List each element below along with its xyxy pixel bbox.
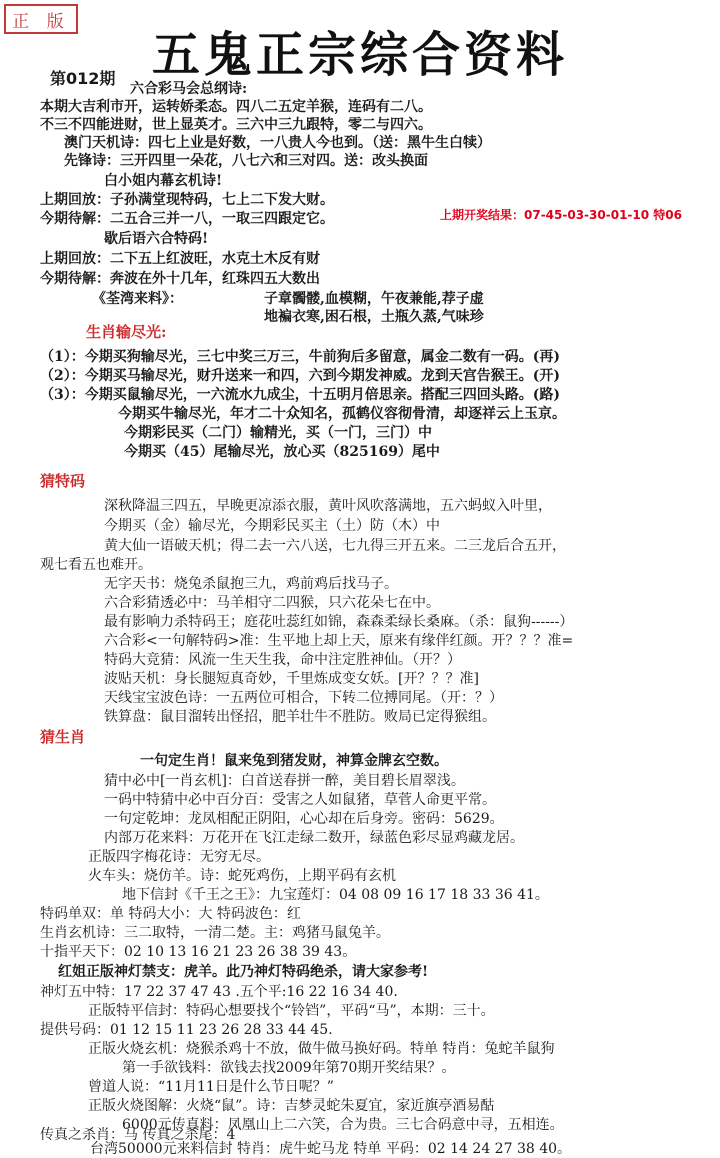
- text-line: 子章髑髅,血模糊，午夜兼能,荐子虚: [264, 291, 484, 307]
- text-line: 今期买牛输尽光，年才二十众知名，孤鹤仪容彻骨清，却逐祥云上玉京。: [118, 406, 566, 422]
- text-line: 观七看五也难开。: [40, 557, 152, 573]
- text-line: 生肖玄机诗：三二取特，一清二楚。主：鸡猪马鼠兔羊。: [40, 925, 390, 941]
- text-line: 提供号码：01 12 15 11 23 26 28 33 44 45.: [40, 1022, 333, 1038]
- text-line: （3）：今期买鼠输尽光，一六流水九成尘，十五明月倍思亲。搭配三四回头路。(路): [40, 387, 560, 403]
- text-line: 猜中必中[一肖玄机]：白首送春拼一醉，美目碧长眉翠浅。: [104, 773, 465, 789]
- last-draw-result: 上期开奖结果：07-45-03-30-01-10 特06: [440, 208, 682, 222]
- text-line: 澳门天机诗：四七上业是好数，一八贵人今也到。（送：黑牛生白犊）: [64, 135, 491, 151]
- text-line: 一句定生肖！鼠来兔到猪发财，神算金牌玄空数。: [140, 753, 448, 769]
- text-line: 特码大竞猜：风流一生天生我，命中注定胜神仙。（开？）: [104, 652, 461, 668]
- text-line: 今期待解：二五合三并一八，一取三四跟定它。: [40, 211, 334, 227]
- text-line: 《荃湾来料》：: [92, 291, 183, 307]
- text-line: 一句定乾坤：龙凤相配正阴阳，心心却在后身旁。密码：5629。: [104, 811, 504, 827]
- text-line: 正版火烧玄机：烧猴杀鸡十不放，做牛做马换好码。特单 特肖：兔蛇羊鼠狗: [88, 1041, 555, 1057]
- text-line: 深秋降温三四五，早晚更凉添衣服，黄叶风吹落满地，五六蚂蚁入叶里，: [104, 498, 552, 514]
- genuine-stamp: 正 版: [4, 4, 78, 34]
- issue-number: 第012期: [50, 69, 116, 88]
- page-title: 五鬼正宗综合资料: [151, 27, 568, 83]
- text-line: 正版四字梅花诗：无穷无尽。: [88, 849, 270, 865]
- text-line: 六合彩马会总纲诗:: [130, 81, 248, 97]
- text-line: 第一手欲钱料：欲钱去找2009年第70期开奖结果？。: [122, 1060, 456, 1076]
- section-heading: 猜特码: [40, 472, 86, 490]
- text-line: 本期大吉利市开，运转娇柔态。四八二五定羊猴，连码有二八。: [40, 99, 432, 115]
- text-line: 台湾50000元来料信封 特肖：虎牛蛇马龙 特单 平码：02 14 24 27 38 40。: [90, 1141, 572, 1157]
- text-line: （1）：今期买狗输尽光，三七中奖三万三，牛前狗后多留意，属金二数有一码。(再): [40, 349, 560, 365]
- text-line: 传真之杀肖：马 传真之杀尾：4: [40, 1127, 236, 1143]
- text-line: 波贴天机：身长腿短真奇妙，千里炼成变女妖。[开？？？准]: [104, 671, 479, 687]
- text-line: 正版火烧图解：火烧“鼠”。诗：吉梦灵蛇朱夏宜，家近旗亭酒易酤: [88, 1098, 495, 1114]
- text-line: 火车头：烧仿羊。诗：蛇死鸡伤，上期平码有玄机: [88, 868, 396, 884]
- text-line: 六合彩猜透必中：马羊相守二四猴，只六花朵七在中。: [104, 595, 440, 611]
- text-line: 十指平天下：02 10 13 16 21 23 26 38 39 43。: [40, 944, 357, 960]
- text-line: 地褊衣寒,困石根，土瓶久蒸,气味珍: [264, 309, 484, 325]
- text-line: 上期回放：子孙满堂现特码，七上二下发大财。: [40, 192, 334, 208]
- text-line: 天线宝宝波色诗：一五两位可相合，下转二位搏同尾。（开：？）: [104, 690, 503, 706]
- text-line: 今期待解：奔波在外十几年，红珠四五大数出: [40, 271, 320, 287]
- text-line: 不三不四能进财，世上显英才。三六中三九跟特，零二与四六。: [40, 117, 432, 133]
- text-line: 无字天书：烧兔杀鼠抱三九，鸡前鸡后找马子。: [104, 576, 398, 592]
- text-line: 六合彩<一句解特码>准：生平地上却上天，原来有缘伴红颜。开？？？准=: [104, 633, 574, 649]
- text-line: 今期彩民买（二门）输精光，买（一门，三门）中: [124, 425, 432, 441]
- text-line: 先锋诗：三开四里一朵花，八七六和三对四。送：改头换面: [64, 153, 428, 169]
- text-line: 内部万花来料：万花开在飞江走绿二数开，绿蓝色彩尽显鸡藏龙居。: [104, 830, 524, 846]
- text-line: 上期回放：二下五上红波旺，水克土木反有财: [40, 251, 320, 267]
- text-line: 红姐正版神灯禁支：虎羊。此乃神灯特码绝杀，请大家参考!: [58, 964, 429, 980]
- text-line: 歇后语六合特码!: [104, 231, 209, 247]
- text-line: 一码中特猜中必中百分百：受害之人如鼠猪，草菅人命更平常。: [104, 792, 496, 808]
- text-line: 特码单双：单 特码大小：大 特码波色：红: [40, 906, 301, 922]
- text-line: 今期买（45）尾输尽光，放心买（825169）尾中: [124, 444, 440, 460]
- text-line: （2）：今期买马输尽光，财升送来一和四，六到今期发神威。龙到天宫告猴王。(开): [40, 368, 560, 384]
- text-line: 最有影响力杀特码王；庭花吐蕊红如锦，森森柔绿长桑麻。（杀：鼠狗------）: [104, 614, 574, 630]
- text-line: 地下信封《千王之王》：九宝莲灯：04 08 09 16 17 18 33 36 41。: [122, 887, 549, 903]
- text-line: 神灯五中特：17 22 37 47 43 .五个平:16 22 16 34 40.: [40, 984, 398, 1000]
- text-line: 铁算盘：鼠目溜转出怪招，肥羊壮牛不胜防。败局已定得猴组。: [104, 709, 496, 725]
- section-heading: 猜生肖: [40, 728, 86, 746]
- text-line: 黄大仙一语破天机；得二去一六八送，七九得三开五来。二三龙后合五开，: [104, 538, 566, 554]
- text-line: 6000元传真料：凤凰山上二六笑，合为贵。三七合码意中寻，五相连。: [122, 1117, 564, 1133]
- text-line: 白小姐内幕玄机诗!: [104, 173, 223, 189]
- text-line: 正版特平信封：特码心想要找个“铃铛”，平码“马”，本期：三十。: [88, 1003, 495, 1019]
- text-line: 今期买（金）输尽光，今期彩民买主（土）防（木）中: [104, 518, 440, 534]
- section-heading: 生肖输尽光:: [86, 323, 167, 341]
- text-line: 曾道人说：“11月11日是什么节日呢？”: [88, 1079, 334, 1095]
